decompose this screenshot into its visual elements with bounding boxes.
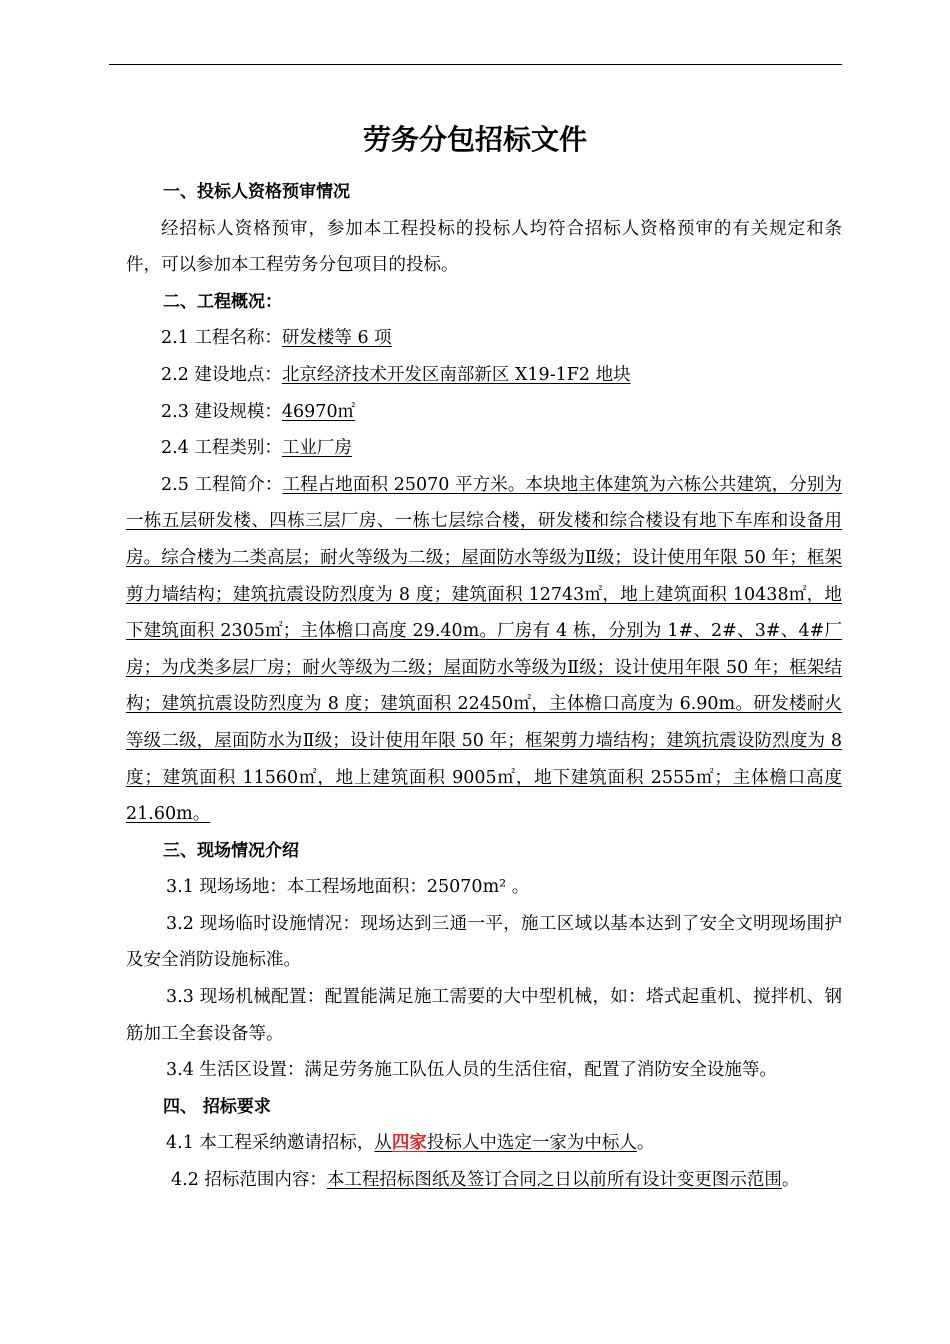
- bidding-scope-paragraph: [126, 1162, 842, 1199]
- project-location-line: [126, 357, 842, 394]
- project-scale-line: [126, 394, 842, 431]
- bidding-method-from: 从: [374, 1133, 392, 1154]
- project-name-value: 研发楼等 6 项: [281, 328, 392, 349]
- project-summary-paragraph: [126, 467, 842, 833]
- bidding-scope-end: 。: [781, 1170, 800, 1191]
- project-location-label: 2.2 建设地点：: [161, 364, 282, 385]
- machinery-paragraph: 3.3 现场机械配置：配置能满足施工需要的大中型机械，如：塔式起重机、搅拌机、钢筋加工全套设备等。: [126, 987, 842, 1044]
- section-1-heading: 一、投标人资格预审情况: [163, 182, 350, 202]
- project-type-line: [126, 430, 842, 467]
- bidding-method-selection: 投标人中选定一家为中标人: [426, 1133, 637, 1154]
- bidding-method-prefix: 4.1 本工程采纳邀请招标，: [166, 1133, 375, 1154]
- section-2-heading: 二、工程概况：: [163, 291, 282, 312]
- project-name-label: 2.1 工程名称：: [161, 328, 282, 349]
- temporary-facilities-paragraph: 3.2 现场临时设施情况：现场达到三通一平，施工区域以基本达到了安全文明现场围护及安全消防设施标准。: [126, 913, 842, 971]
- bidding-scope-value: 本工程招标图纸及签订合同之日以前所有设计变更图示范围: [326, 1170, 782, 1191]
- bidding-scope-label: 4.2 招标范围内容：: [171, 1170, 327, 1191]
- bidding-method-end: 。: [636, 1133, 655, 1154]
- living-area-paragraph: 3.4 生活区设置：满足劳务施工队伍人员的生活住宿，配置了消防安全设施等。: [166, 1060, 777, 1081]
- project-summary-label: 2.5 工程简介：: [161, 474, 283, 495]
- project-type-value: 工业厂房: [281, 438, 352, 459]
- project-name-line: [126, 320, 842, 357]
- section-4-heading: 四、 招标要求: [163, 1096, 271, 1117]
- section-1-body: 经招标人资格预审，参加本工程投标的投标人均符合招标人资格预审的有关规定和条件，可以参加本工程劳务分包项目的投标。: [126, 218, 842, 276]
- site-area-paragraph: 3.1 现场场地：本工程场地面积：25070m² 。: [166, 877, 530, 898]
- project-location-value: 北京经济技术开发区南部新区 X19-1F2 地块: [281, 364, 631, 385]
- header-rule: [109, 64, 842, 65]
- bidder-count-emphasis: 四家: [391, 1133, 427, 1154]
- project-summary-value: 工程占地面积 25070 平方米。本块地主体建筑为六栋公共建筑，分别为一栋五层研发楼、四栋三层厂房、一栋七层综合楼，研发楼和综合楼设有地下车库和设备用房。综合楼为二类高层；耐火等级为二级；屋面防水等级为Ⅱ级；设计使用年限 50 年；框架剪力墙结构；建筑抗震设防烈度为 8 度；建筑面积 12743㎡，地上建筑面积 10438㎡，地下建筑面积 2305㎡；主体檐口高度 29.40m。厂房有 4 栋，分别为 1#、2#、3#、4#厂房；为戊类多层厂房；耐火等级为二级；屋面防水等级为Ⅱ级；设计使用年限 50 年；框架结构；建筑抗震设防烈度为 8 度；建筑面积 22450㎡，主体檐口高度为 6.90m。研发楼耐火等级二级，屋面防水为Ⅱ级；设计使用年限 50 年；框架剪力墙结构；建筑抗震设防烈度为 8 度；建筑面积 11560㎡，地上建筑面积 9005㎡，地下建筑面积 2555㎡；主体檐口高度 21.60m。: [126, 474, 842, 825]
- project-type-label: 2.4 工程类别：: [161, 438, 282, 459]
- section-3-heading: 三、现场情况介绍: [163, 840, 299, 861]
- document-body: [126, 174, 842, 1199]
- document-title: 劳务分包招标文件: [362, 123, 587, 156]
- project-scale-label: 2.3 建设规模：: [161, 401, 282, 422]
- bidding-method-paragraph: [126, 1125, 842, 1162]
- project-scale-value: 46970㎡: [281, 401, 356, 422]
